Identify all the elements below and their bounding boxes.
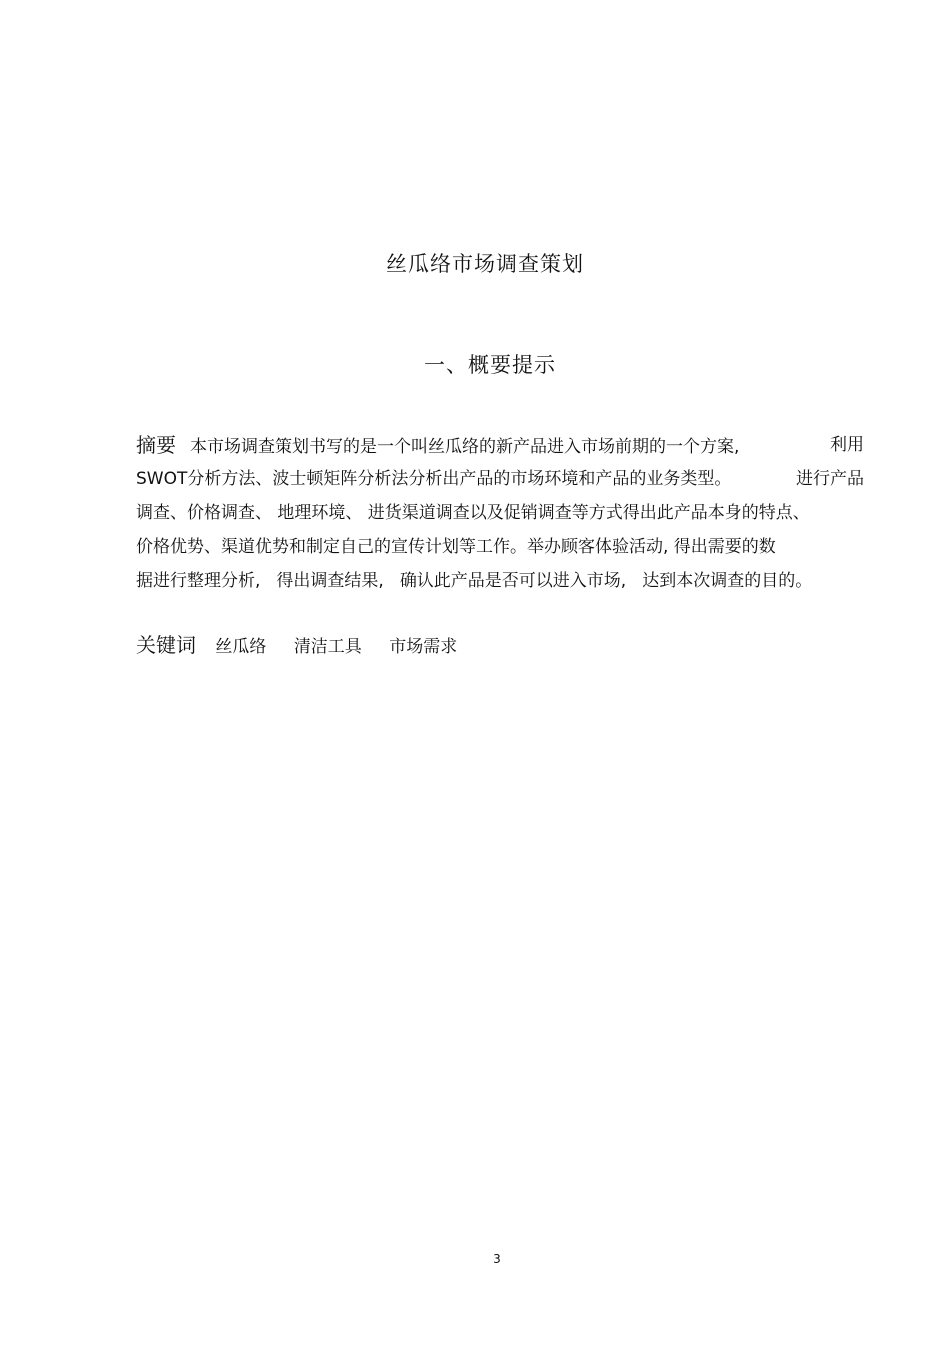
keyword: 丝瓜络	[215, 637, 267, 657]
abstract-line	[136, 530, 864, 564]
abstract-text: 进行产品	[796, 469, 864, 489]
abstract-text: 价格优势、渠道优势和制定自己的宣传计划等工作。举办顾客体验活动, 得出需要的数	[136, 537, 776, 557]
keyword: 清洁工具	[293, 637, 362, 657]
abstract-text: 利用	[830, 435, 864, 455]
section-heading: 一、概要提示	[424, 353, 556, 377]
abstract-text: 得出调查结果,	[276, 571, 384, 591]
abstract-text: 确认此产品是否可以进入市场,	[399, 571, 627, 591]
abstract-line-start	[136, 428, 739, 462]
abstract-text: SWOT分析方法、波士顿矩阵分析法分析出产品的市场环境和产品的业务类型。	[136, 469, 732, 489]
abstract-label: 摘要	[136, 433, 176, 457]
abstract-line	[136, 462, 864, 496]
abstract-text: 调查、价格调查、 地理环境、 进货渠道调查以及促销调查等方式得出此产品本身的特点、	[136, 503, 810, 523]
abstract-block	[136, 428, 864, 598]
keywords-line	[136, 628, 479, 662]
abstract-text: 达到本次调查的目的。	[642, 571, 813, 591]
abstract-text: 据进行整理分析,	[136, 571, 261, 591]
abstract-line	[136, 564, 864, 598]
keywords-label: 关键词	[136, 633, 196, 657]
abstract-line	[136, 428, 864, 462]
abstract-line	[136, 496, 864, 530]
page-number: 3	[493, 1252, 501, 1266]
abstract-text: 本市场调查策划书写的是一个叫丝瓜络的新产品进入市场前期的一个方案,	[190, 437, 740, 457]
keyword: 市场需求	[389, 637, 458, 657]
document-title: 丝瓜络市场调查策划	[386, 252, 584, 276]
